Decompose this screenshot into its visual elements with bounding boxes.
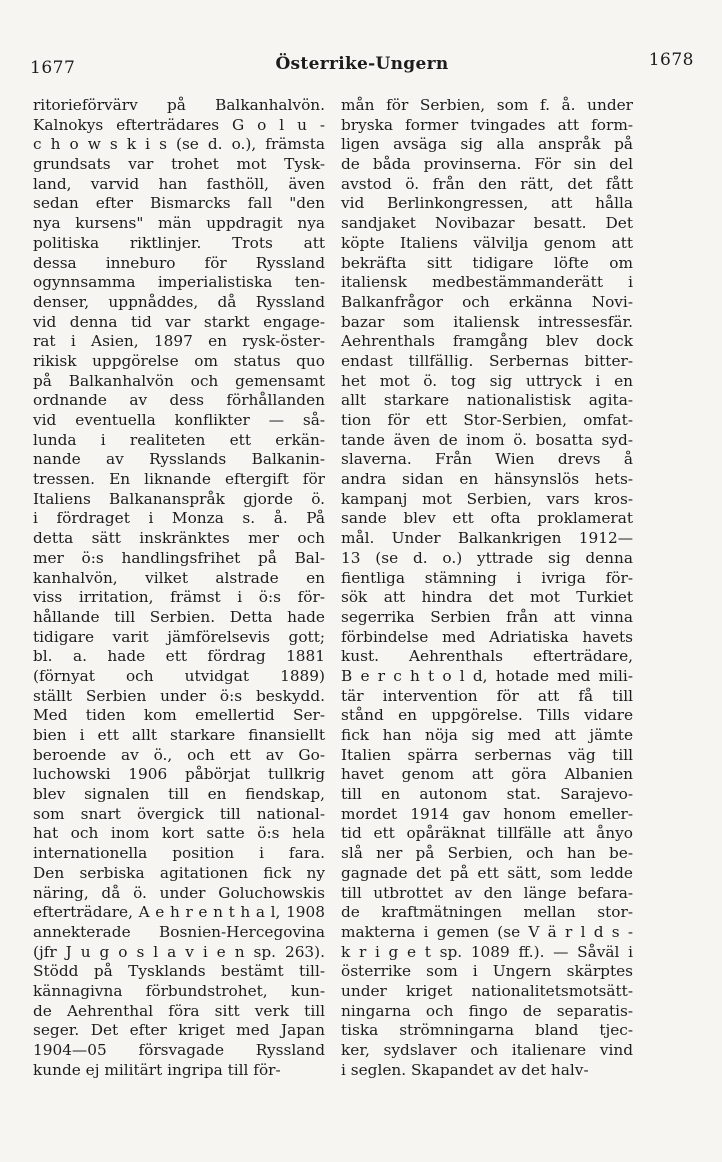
text-line: allt starkare nationalistisk agita- — [341, 391, 633, 410]
text-line: makterna i gemen (se V ä r l d s - — [341, 922, 633, 941]
text-line: viss irritation, främst i ö:s för- — [33, 588, 325, 607]
text-line: förbindelse med Adriatiska havets — [341, 627, 633, 646]
text-line: sandjaket Novibazar besatt. Det — [341, 214, 633, 233]
text-line: ritorieförvärv på Balkanhalvön. — [33, 96, 325, 114]
text-line: till utbrottet av den länge befara- — [341, 883, 633, 902]
text-line: sök att hindra det mot Turkiet — [341, 588, 633, 607]
text-line: het mot ö. tog sig uttryck i en — [341, 371, 633, 390]
text-line: på Balkanhalvön och gemensamt — [33, 371, 325, 390]
text-line: under kriget nationalitetsmotsätt- — [341, 981, 633, 1000]
text-line: till en autonom stat. Sarajevo- — [341, 785, 633, 804]
text-line: annekterade Bosnien-Hercegovina — [33, 922, 325, 941]
text-line: de kraftmätningen mellan stor- — [341, 903, 633, 922]
text-line: Balkanfrågor och erkänna Novi- — [341, 292, 633, 311]
text-line: köpte Italiens välvilja genom att — [341, 233, 633, 252]
text-line: mån för Serbien, som f. å. under — [341, 96, 633, 114]
text-line: de Aehrenthal föra sitt verk till — [33, 1001, 325, 1020]
text-line: tressen. En liknande eftergift för — [33, 470, 325, 489]
text-line: ningarna och fingo de separatis- — [341, 1001, 633, 1020]
text-line: rikisk uppgörelse om status quo — [33, 351, 325, 370]
text-line: Den serbiska agitationen fick ny — [33, 863, 325, 882]
text-line: avstod ö. från den rätt, det fått — [341, 174, 633, 193]
text-line: Stödd på Tysklands bestämt till- — [33, 962, 325, 981]
text-line: politiska riktlinjer. Trots att — [33, 233, 325, 252]
text-line: seger. Det efter kriget med Japan — [33, 1021, 325, 1040]
text-line: luchowski 1906 påbörjat tullkrig — [33, 765, 325, 784]
text-line: 1904—05 försvagade Ryssland — [33, 1041, 325, 1059]
running-title: Österrike-Ungern — [275, 54, 449, 74]
text-line: ordnande av dess förhållanden — [33, 391, 325, 410]
text-line: sande blev ett ofta proklamerat — [341, 509, 633, 528]
text-line: som snart övergick till national- — [33, 804, 325, 823]
text-line: bien i ett allt starkare finansiellt — [33, 726, 325, 744]
text-line: gagnade det på ett sätt, som ledde — [341, 863, 633, 882]
text-line: efterträdare, A e h r e n t h a l, 1908 — [33, 903, 325, 922]
text-line: tion för ett Stor-Serbien, omfat- — [341, 411, 633, 429]
text-line: tär intervention för att få till — [341, 686, 633, 705]
text-line: vid Berlinkongressen, att hålla — [341, 194, 633, 213]
text-line: Italien spärra serbernas väg till — [341, 745, 633, 764]
text-line: kunde ej militärt ingripa till för- — [33, 1060, 281, 1079]
text-line: fick han nöja sig med att jämte — [341, 726, 633, 744]
right-column — [341, 96, 633, 1080]
page-number-left: 1677 — [30, 58, 76, 78]
text-line: bazar som italiensk intressesfär. — [341, 312, 633, 331]
text-line: Med tiden kom emellertid Ser- — [33, 706, 325, 725]
text-line: rat i Asien, 1897 en rysk-öster- — [33, 332, 325, 351]
text-line: österrike som i Ungern skärptes — [341, 962, 633, 981]
text-line: vid denna tid var starkt engage- — [33, 312, 325, 331]
text-line: dessa inneburo för Ryssland — [33, 253, 325, 272]
text-line: detta sätt inskränktes mer och — [33, 529, 325, 548]
text-line: kännagivna förbundstrohet, kun- — [33, 981, 325, 1000]
text-line: fientliga stämning i ivriga för- — [341, 568, 633, 587]
text-line: ligen avsäga sig alla anspråk på — [341, 135, 633, 154]
text-line: stånd en uppgörelse. Tills vidare — [341, 706, 633, 725]
text-line: 13 (se d. o.) yttrade sig denna — [341, 548, 633, 567]
text-line: Italiens Balkananspråk gjorde ö. — [33, 489, 325, 508]
text-line: B e r c h t o l d, hotade med mili- — [341, 666, 633, 685]
text-line: havet genom att göra Albanien — [341, 765, 633, 784]
text-line: kust. Aehrenthals efterträdare, — [341, 647, 633, 666]
text-line: ställt Serbien under ö:s beskydd. — [33, 686, 325, 705]
text-line: slaverna. Från Wien drevs å — [341, 450, 633, 469]
text-line: ogynnsamma imperialistiska ten- — [33, 273, 325, 292]
text-line: nya kursens" män uppdragit nya — [33, 214, 325, 233]
text-line: blev signalen till en fiendskap, — [33, 785, 325, 804]
text-line: de båda provinserna. För sin del — [341, 155, 633, 174]
text-line: mål. Under Balkankrigen 1912— — [341, 529, 633, 548]
text-line: grundsats var trohet mot Tysk- — [33, 155, 325, 174]
text-line: endast tillfällig. Serbernas bitter- — [341, 351, 633, 370]
text-line: (jfr J u g o s l a v i e n sp. 263). — [33, 942, 325, 961]
text-line: k r i g e t sp. 1089 ff.). — Såväl i — [341, 942, 633, 961]
text-line: sedan efter Bismarcks fall "den — [33, 194, 325, 213]
text-line: tid ett opåräknat tillfälle att ånyo — [341, 824, 633, 843]
text-line: slå ner på Serbien, och han be- — [341, 844, 633, 863]
text-line: land, varvid han fasthöll, även — [33, 174, 325, 193]
text-line: Kalnokys efterträdares G o l u - — [33, 115, 325, 134]
text-line: lunda i realiteten ett erkän- — [33, 430, 325, 449]
text-line: andra sidan en hänsynslös hets- — [341, 470, 633, 489]
text-line: i seglen. Skapandet av det halv- — [341, 1060, 589, 1079]
text-line: mordet 1914 gav honom emeller- — [341, 804, 633, 823]
text-line: c h o w s k i s (se d. o.), främsta — [33, 135, 325, 154]
text-line: tiska strömningarna bland tjec- — [341, 1021, 633, 1040]
text-line: bekräfta sitt tidigare löfte om — [341, 253, 633, 272]
text-line: Aehrenthals framgång blev dock — [341, 332, 633, 351]
text-line: mer ö:s handlingsfrihet på Bal- — [33, 548, 325, 567]
text-line: hållande till Serbien. Detta hade — [33, 607, 325, 626]
text-line: ker, sydslaver och italienare vind — [341, 1041, 633, 1059]
text-line: nande av Rysslands Balkanin- — [33, 450, 325, 469]
text-line: kanhalvön, vilket alstrade en — [33, 568, 325, 587]
text-line: tande även de inom ö. bosatta syd- — [341, 430, 633, 449]
page-number-right: 1678 — [648, 50, 694, 70]
text-line: italiensk medbestämmanderätt i — [341, 273, 633, 292]
text-line: vid eventuella konflikter — så- — [33, 411, 325, 429]
text-line: näring, då ö. under Goluchowskis — [33, 883, 325, 902]
left-column — [33, 96, 325, 1080]
text-line: internationella position i fara. — [33, 844, 325, 863]
text-line: bl. a. hade ett fördrag 1881 — [33, 647, 325, 666]
text-line: kampanj mot Serbien, vars kros- — [341, 489, 633, 508]
text-line: hat och inom kort satte ö:s hela — [33, 824, 325, 843]
text-line: bryska former tvingades att form- — [341, 115, 633, 134]
text-line: i fördraget i Monza s. å. På — [33, 509, 325, 528]
text-line: beroende av ö., och ett av Go- — [33, 745, 325, 764]
text-line: denser, uppnåddes, då Ryssland — [33, 292, 325, 311]
text-line: (förnyat och utvidgat 1889) — [33, 666, 325, 685]
running-header — [30, 48, 694, 84]
text-line: tidigare varit jämförelsevis gott; — [33, 627, 325, 646]
text-line: segerrika Serbien från att vinna — [341, 607, 633, 626]
